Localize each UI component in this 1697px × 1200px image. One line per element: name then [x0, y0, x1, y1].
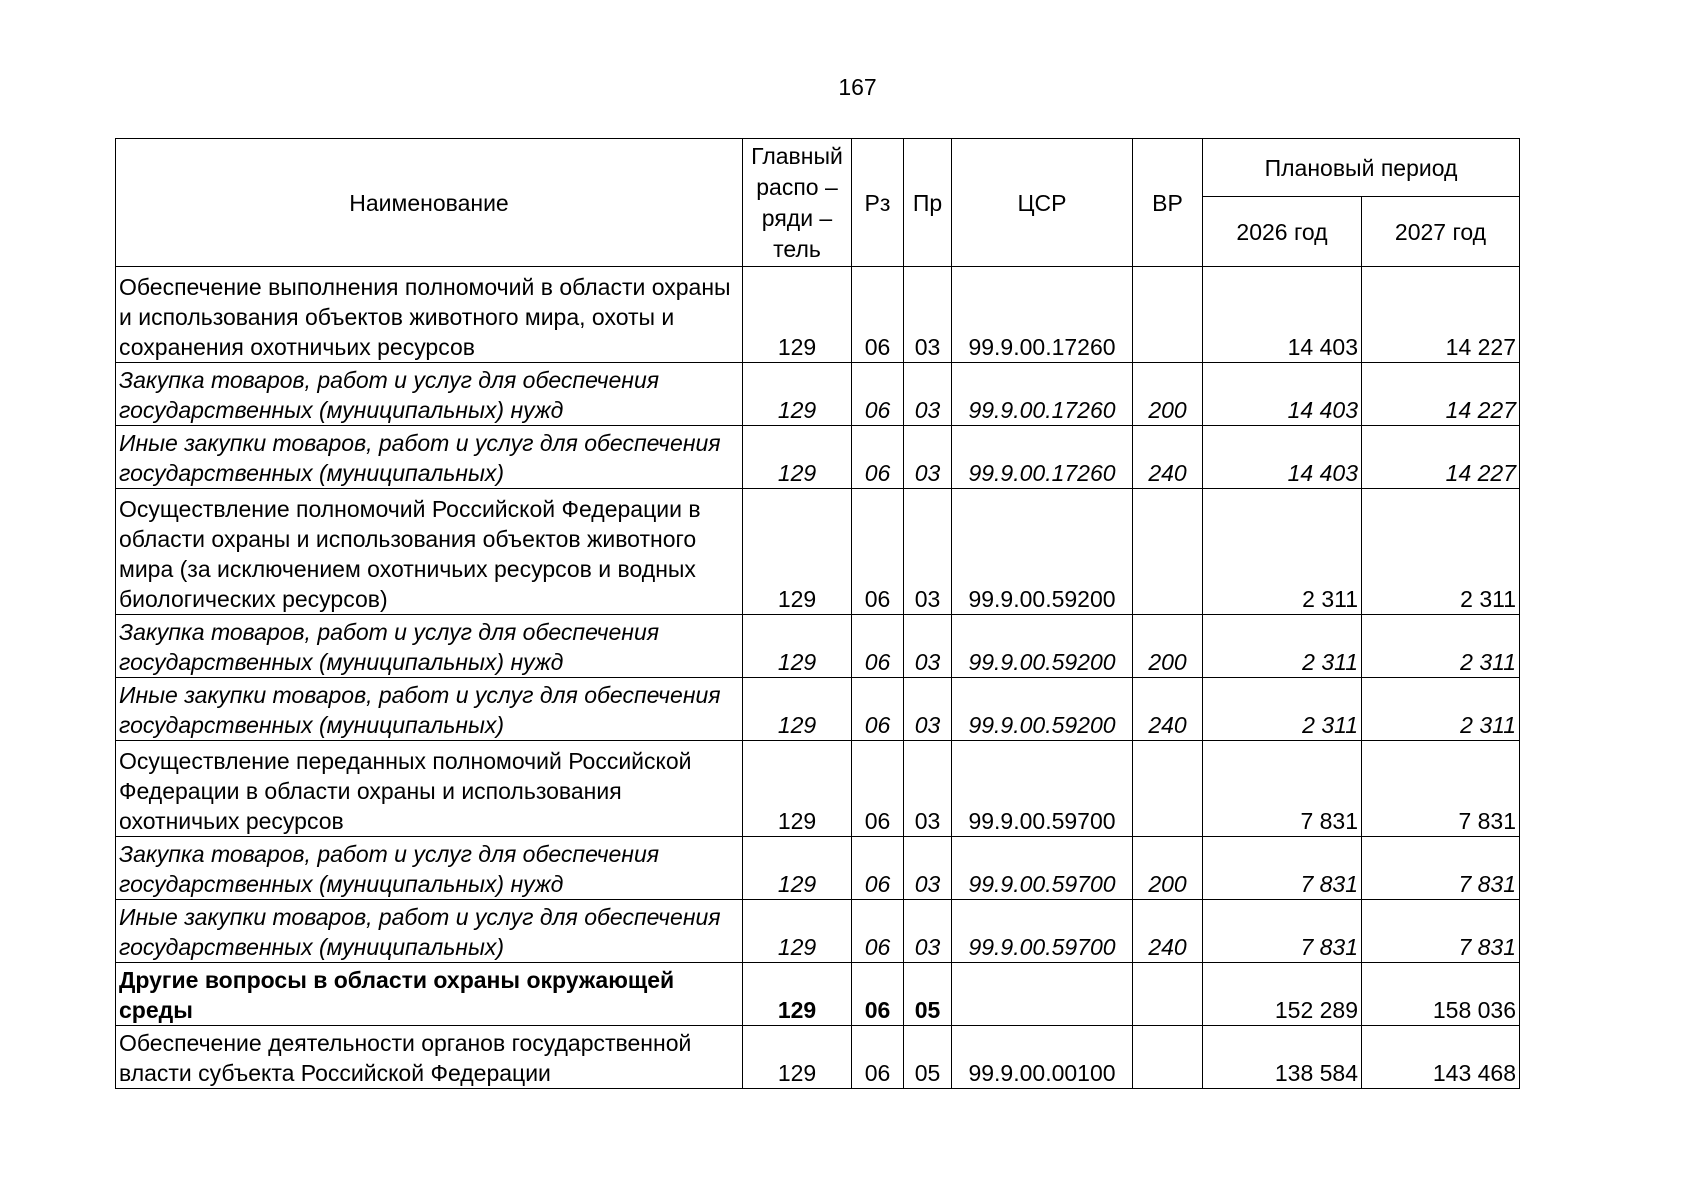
- cell-name: Другие вопросы в области охраны окружающей среды: [116, 963, 743, 1026]
- cell-2026: 138 584: [1203, 1026, 1362, 1089]
- cell-name: Обеспечение выполнения полномочий в области охраны и использования объектов животного мира, охоты и сохранения охотничьих ресурсов: [116, 267, 743, 363]
- cell-rz: 06: [852, 678, 904, 741]
- cell-rz: 06: [852, 1026, 904, 1089]
- cell-csr: 99.9.00.59200: [952, 678, 1133, 741]
- cell-2026: 14 403: [1203, 267, 1362, 363]
- cell-vr: 200: [1133, 615, 1203, 678]
- cell-grbs: 129: [743, 363, 852, 426]
- cell-2027: 14 227: [1362, 267, 1520, 363]
- table-row: [116, 615, 1520, 678]
- table-row: [116, 837, 1520, 900]
- cell-pr: 05: [904, 1026, 952, 1089]
- cell-grbs: 129: [743, 1026, 852, 1089]
- cell-2026: 2 311: [1203, 615, 1362, 678]
- header-pr: Пр: [904, 139, 952, 267]
- cell-rz: 06: [852, 900, 904, 963]
- cell-vr: 200: [1133, 363, 1203, 426]
- table-row: [116, 963, 1520, 1026]
- cell-grbs: 129: [743, 741, 852, 837]
- cell-vr: [1133, 741, 1203, 837]
- header-name: Наименование: [116, 139, 743, 267]
- cell-csr: 99.9.00.59700: [952, 837, 1133, 900]
- cell-2027: 2 311: [1362, 489, 1520, 615]
- table-row: [116, 1026, 1520, 1089]
- cell-csr: 99.9.00.00100: [952, 1026, 1133, 1089]
- cell-grbs: 129: [743, 267, 852, 363]
- cell-vr: 200: [1133, 837, 1203, 900]
- cell-pr: 03: [904, 426, 952, 489]
- table-row: [116, 426, 1520, 489]
- cell-grbs: 129: [743, 678, 852, 741]
- table-body: [116, 267, 1520, 1089]
- cell-2027: 14 227: [1362, 426, 1520, 489]
- header-planned-period: Плановый период: [1203, 139, 1520, 197]
- budget-table: [115, 138, 1520, 1089]
- cell-2027: 2 311: [1362, 615, 1520, 678]
- cell-grbs: 129: [743, 837, 852, 900]
- cell-name: Иные закупки товаров, работ и услуг для обеспечения государственных (муниципальных): [116, 900, 743, 963]
- cell-2027: 2 311: [1362, 678, 1520, 741]
- cell-grbs: 129: [743, 489, 852, 615]
- cell-name: Осуществление полномочий Российской Федерации в области охраны и использования объектов животного мира (за исключением охотничьих ресурсов и водных биологических ресурсов): [116, 489, 743, 615]
- cell-2026: 14 403: [1203, 426, 1362, 489]
- header-year-2026: 2026 год: [1203, 197, 1362, 267]
- cell-rz: 06: [852, 363, 904, 426]
- header-csr: ЦСР: [952, 139, 1133, 267]
- cell-2026: 7 831: [1203, 837, 1362, 900]
- cell-rz: 06: [852, 426, 904, 489]
- cell-rz: 06: [852, 615, 904, 678]
- table-row: [116, 363, 1520, 426]
- cell-2026: 2 311: [1203, 489, 1362, 615]
- cell-csr: 99.9.00.59200: [952, 615, 1133, 678]
- cell-pr: 03: [904, 837, 952, 900]
- cell-name: Закупка товаров, работ и услуг для обеспечения государственных (муниципальных) нужд: [116, 363, 743, 426]
- cell-2026: 7 831: [1203, 900, 1362, 963]
- cell-rz: 06: [852, 837, 904, 900]
- cell-2027: 7 831: [1362, 900, 1520, 963]
- cell-vr: 240: [1133, 900, 1203, 963]
- cell-vr: [1133, 489, 1203, 615]
- cell-pr: 03: [904, 363, 952, 426]
- cell-name: Иные закупки товаров, работ и услуг для обеспечения государственных (муниципальных): [116, 678, 743, 741]
- table-header: [116, 139, 1520, 267]
- cell-2026: 7 831: [1203, 741, 1362, 837]
- cell-csr: 99.9.00.59200: [952, 489, 1133, 615]
- cell-vr: [1133, 963, 1203, 1026]
- page-number: 167: [838, 74, 877, 100]
- header-vr: ВР: [1133, 139, 1203, 267]
- cell-csr: 99.9.00.59700: [952, 900, 1133, 963]
- cell-rz: 06: [852, 741, 904, 837]
- header-year-2027: 2027 год: [1362, 197, 1520, 267]
- cell-2027: 14 227: [1362, 363, 1520, 426]
- cell-2027: 7 831: [1362, 741, 1520, 837]
- table-row: [116, 267, 1520, 363]
- cell-pr: 03: [904, 267, 952, 363]
- cell-name: Закупка товаров, работ и услуг для обеспечения государственных (муниципальных) нужд: [116, 837, 743, 900]
- cell-vr: [1133, 1026, 1203, 1089]
- table-row: [116, 489, 1520, 615]
- cell-pr: 03: [904, 900, 952, 963]
- cell-rz: 06: [852, 963, 904, 1026]
- cell-name: Обеспечение деятельности органов государственной власти субъекта Российской Федерации: [116, 1026, 743, 1089]
- header-grbs: Главный распо – ряди – тель: [743, 139, 852, 267]
- cell-pr: 03: [904, 615, 952, 678]
- cell-vr: 240: [1133, 678, 1203, 741]
- cell-2026: 14 403: [1203, 363, 1362, 426]
- header-rz: Рз: [852, 139, 904, 267]
- cell-grbs: 129: [743, 615, 852, 678]
- cell-2026: 152 289: [1203, 963, 1362, 1026]
- table-row: [116, 678, 1520, 741]
- table-row: [116, 741, 1520, 837]
- cell-2027: 158 036: [1362, 963, 1520, 1026]
- cell-rz: 06: [852, 489, 904, 615]
- cell-csr: 99.9.00.17260: [952, 267, 1133, 363]
- cell-grbs: 129: [743, 963, 852, 1026]
- cell-2026: 2 311: [1203, 678, 1362, 741]
- cell-vr: 240: [1133, 426, 1203, 489]
- cell-pr: 05: [904, 963, 952, 1026]
- cell-grbs: 129: [743, 426, 852, 489]
- cell-pr: 03: [904, 741, 952, 837]
- cell-csr: [952, 963, 1133, 1026]
- cell-csr: 99.9.00.17260: [952, 363, 1133, 426]
- cell-csr: 99.9.00.17260: [952, 426, 1133, 489]
- cell-name: Иные закупки товаров, работ и услуг для обеспечения государственных (муниципальных): [116, 426, 743, 489]
- cell-name: Осуществление переданных полномочий Российской Федерации в области охраны и использования охотничьих ресурсов: [116, 741, 743, 837]
- table-row: [116, 900, 1520, 963]
- cell-vr: [1133, 267, 1203, 363]
- cell-pr: 03: [904, 678, 952, 741]
- cell-pr: 03: [904, 489, 952, 615]
- cell-2027: 7 831: [1362, 837, 1520, 900]
- cell-name: Закупка товаров, работ и услуг для обеспечения государственных (муниципальных) нужд: [116, 615, 743, 678]
- cell-2027: 143 468: [1362, 1026, 1520, 1089]
- cell-rz: 06: [852, 267, 904, 363]
- cell-csr: 99.9.00.59700: [952, 741, 1133, 837]
- cell-grbs: 129: [743, 900, 852, 963]
